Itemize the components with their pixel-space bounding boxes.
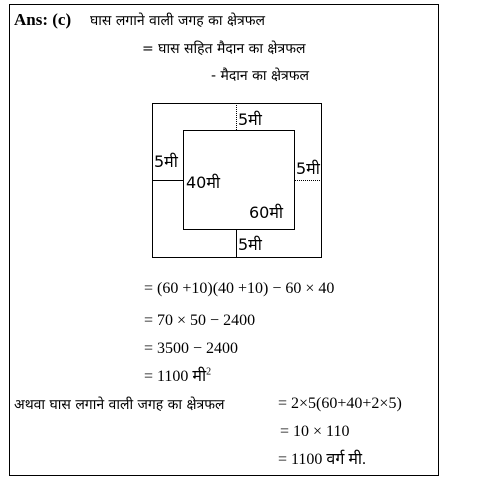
alternative-method-label: अथवा घास लगाने वाली जगह का क्षेत्रफल	[14, 397, 225, 413]
step-2: = 70 × 50 − 2400	[144, 312, 256, 329]
answer-label: Ans: (c)	[14, 10, 72, 29]
inner-length-label: 60मी	[249, 203, 284, 222]
inner-width-label: 40मी	[186, 173, 221, 192]
right-gap-marker	[295, 180, 322, 181]
right-width-label: 5मी	[296, 159, 320, 178]
step-4-text: = 1100 मी	[144, 368, 207, 385]
field-with-grass-line: = घास सहित मैदान का क्षेत्रफल	[142, 41, 306, 57]
bottom-gap-marker	[236, 230, 237, 258]
alternative-step-2: = 1100 वर्ग मी.	[278, 451, 367, 468]
bottom-width-label: 5मी	[238, 235, 262, 254]
step-4-superscript: 2	[206, 366, 212, 378]
alternative-expression: = 2×5(60+40+2×5)	[278, 395, 402, 412]
left-gap-marker	[152, 180, 183, 181]
step-1: = (60 +10)(40 +10) − 60 × 40	[144, 280, 335, 297]
top-width-label: 5मी	[238, 110, 262, 129]
step-3: = 3500 − 2400	[144, 340, 239, 357]
field-area-line: - मैदान का क्षेत्रफल	[211, 68, 310, 84]
alternative-step-1: = 10 × 110	[280, 423, 350, 440]
step-4	[144, 368, 211, 386]
top-gap-marker	[236, 103, 237, 130]
left-width-label: 5मी	[154, 152, 178, 171]
grass-area-heading: घास लगाने वाली जगह का क्षेत्रफल	[90, 13, 266, 29]
